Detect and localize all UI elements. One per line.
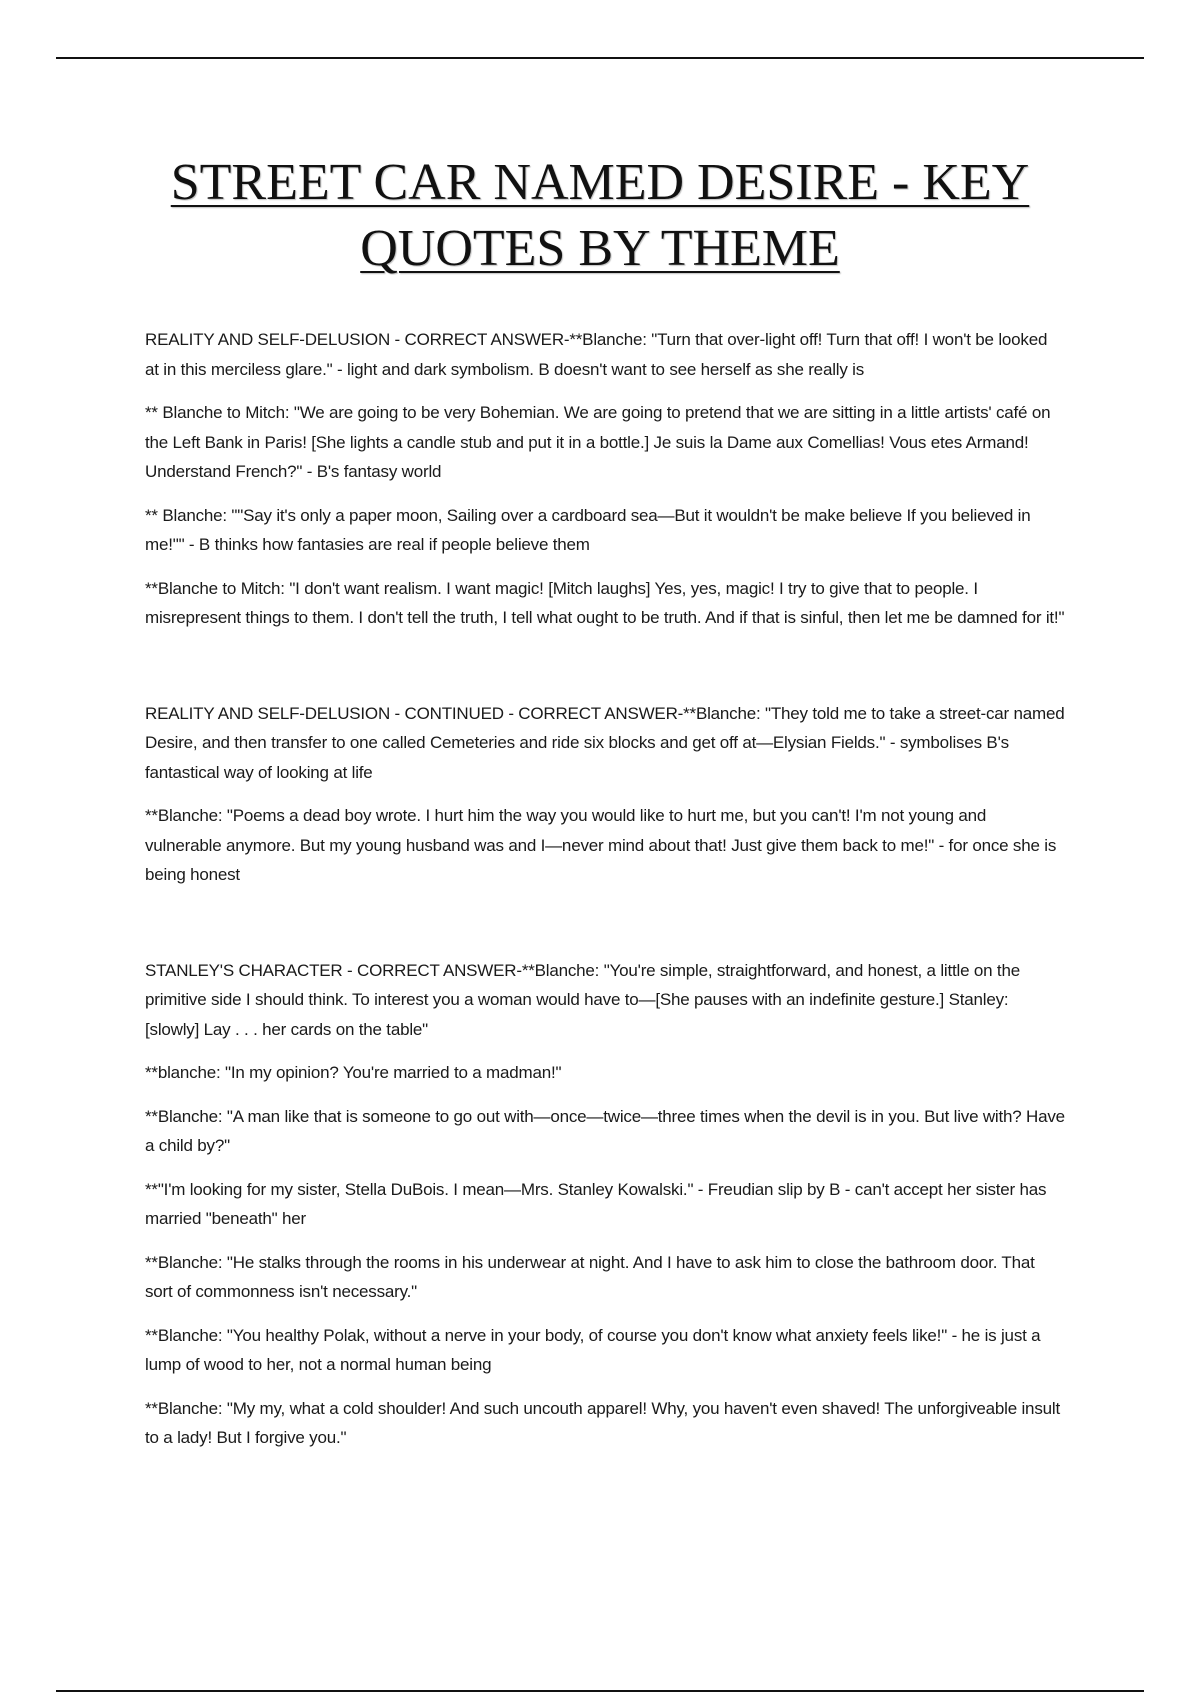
paragraph: **Blanche: "He stalks through the rooms in his underwear at night. And I have to ask him to close the bathroom door. That sort of commonness isn't necessary.": [145, 1252, 1035, 1301]
top-rule: [56, 57, 1144, 59]
paragraph: **Blanche: "A man like that is someone to go out with—once—twice—three times when the devil is in you. But live with? Have a child by?": [145, 1106, 1065, 1155]
section-spacer: [145, 647, 1065, 699]
paragraph: **Blanche to Mitch: "I don't want realism. I want magic! [Mitch laughs] Yes, yes, magic! I try to give that to people. I misrepresent things to them. I don't tell the truth, I tell what ought to be truth. And if that is sinful, then let me be damned for it!": [145, 578, 1065, 627]
paragraph: **blanche: "In my opinion? You're married to a madman!": [145, 1063, 562, 1082]
title-line-2: QUOTES BY THEME: [360, 220, 840, 277]
section-reality-continued: [145, 699, 1065, 890]
paragraph: **"I'm looking for my sister, Stella DuBois. I mean—Mrs. Stanley Kowalski." - Freudian slip by B - can't accept her sister has married "beneath" her: [145, 1179, 1047, 1228]
section-reality-self-delusion: [145, 325, 1065, 633]
paragraph: **Blanche: "My my, what a cold shoulder! And such uncouth apparel! Why, you haven't even shaved! The unforgiveable insult to a lady! But I forgive you.": [145, 1398, 1060, 1447]
paragraph: ** Blanche to Mitch: "We are going to be very Bohemian. We are going to pretend that we are sitting in a little artists' café on the Left Bank in Paris! [She lights a candle stub and put it in a bottle.] Je suis la Dame aux Comellias! Vous etes Armand! Understand French?" - B's fantasy world: [145, 403, 1051, 481]
paragraph: REALITY AND SELF-DELUSION - CORRECT ANSWER-**Blanche: "Turn that over-light off! Turn that off! I won't be looked at in this merciless glare." - light and dark symbolism. B doesn't want to see herself as she really is: [145, 330, 1048, 379]
bottom-rule: [56, 1690, 1144, 1692]
section-spacer: [145, 904, 1065, 956]
paragraph: **Blanche: "You healthy Polak, without a nerve in your body, of course you don't know what anxiety feels like!" - he is just a lump of wood to her, not a normal human being: [145, 1325, 1041, 1374]
paragraph: **Blanche: "Poems a dead boy wrote. I hurt him the way you would like to hurt me, but you can't! I'm not young and vulnerable anymore. But my young husband was and I—never mind about that! Just give them back to me!" - for once she is being honest: [145, 806, 1057, 884]
title-line-1: STREET CAR NAMED DESIRE - KEY: [170, 154, 1030, 211]
paragraph: REALITY AND SELF-DELUSION - CONTINUED - CORRECT ANSWER-**Blanche: "They told me to take a street-car named Desire, and then transfer to one called Cemeteries and ride six blocks and get off at—Elysian Fields." - symbolises B's fantastical way of looking at life: [145, 703, 1065, 782]
paragraph: ** Blanche: ""Say it's only a paper moon, Sailing over a cardboard sea—But it wouldn't be make believe If you believed in me!"" - B thinks how fantasies are real if people believe them: [145, 505, 1031, 554]
section-stanleys-character: [145, 956, 1065, 1453]
document-body: [145, 325, 1065, 1467]
page-title: [100, 150, 1100, 282]
paragraph: STANLEY'S CHARACTER - CORRECT ANSWER-**Blanche: "You're simple, straightforward, and honest, a little on the primitive side I should think. To interest you a woman would have to—[She pauses with an indefinite gesture.] Stanley: [slowly] Lay . . . her cards on the table": [145, 960, 1020, 1039]
